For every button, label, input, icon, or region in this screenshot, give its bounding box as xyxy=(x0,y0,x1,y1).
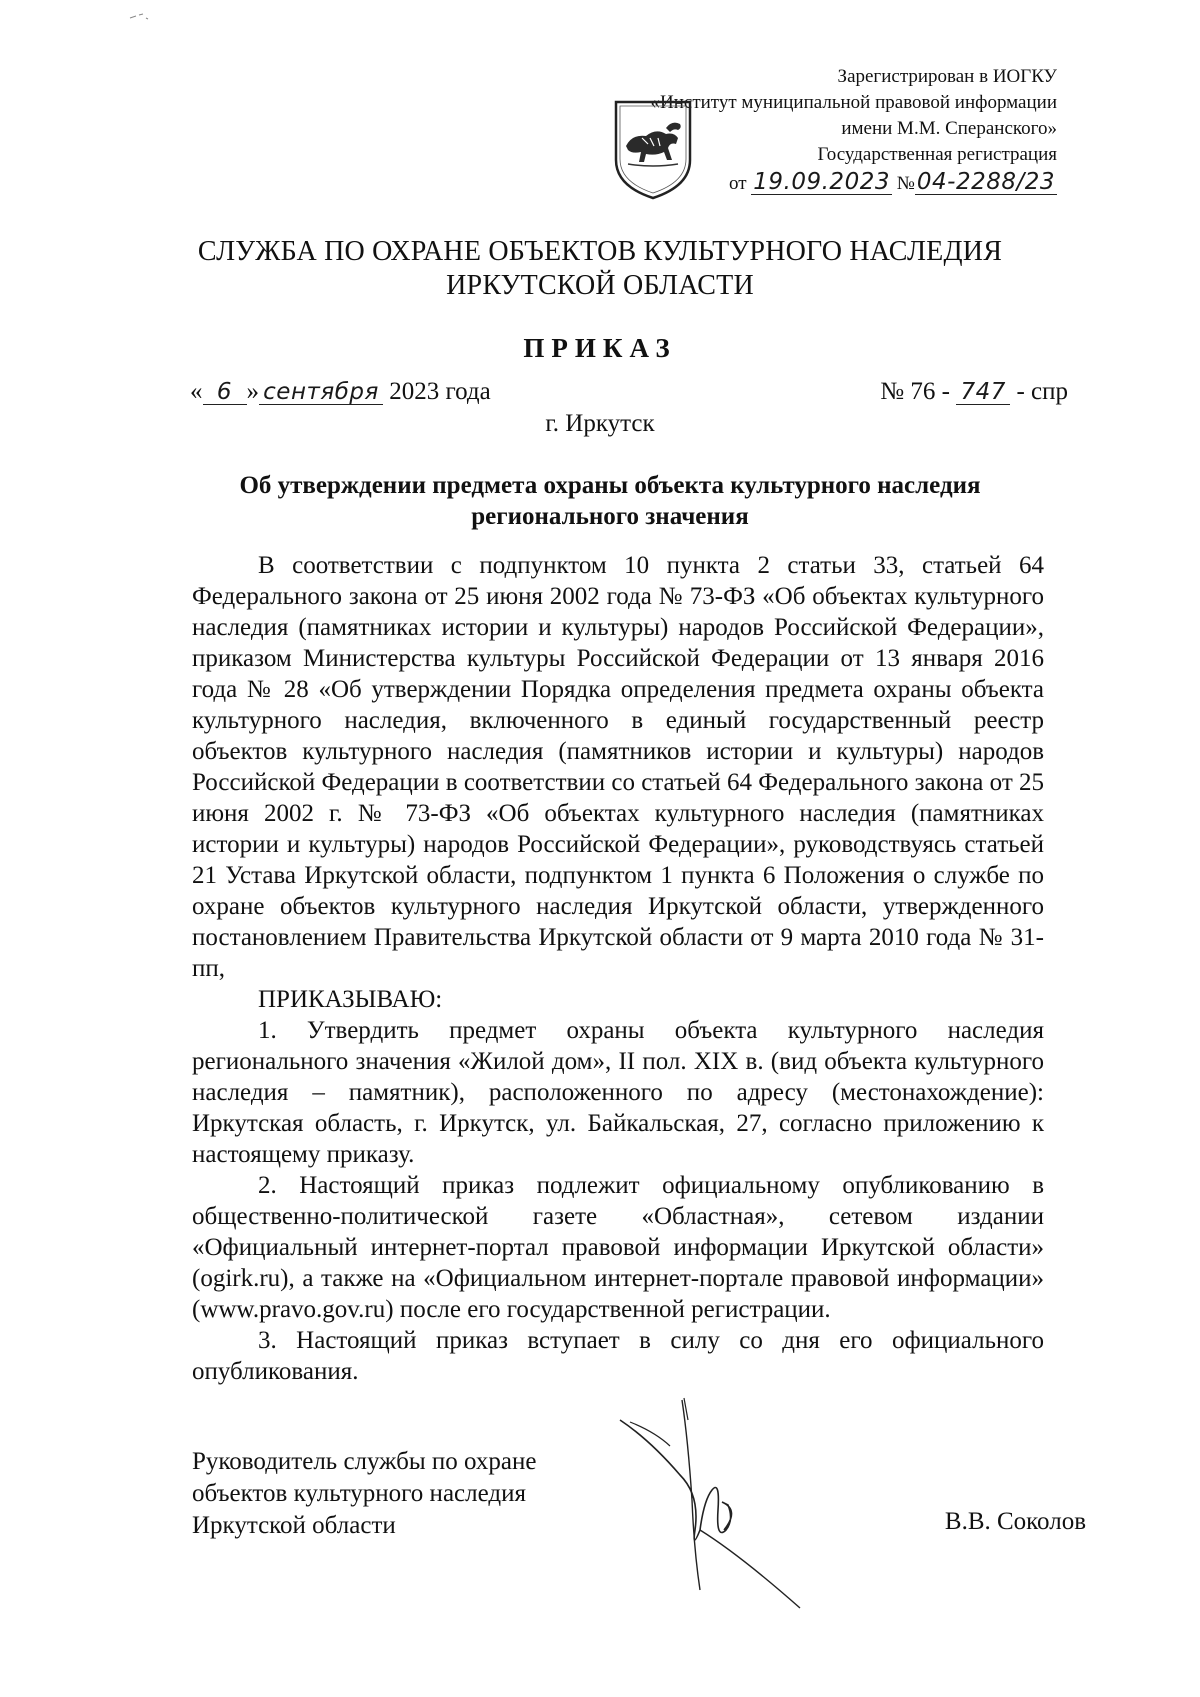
item-2-paragraph: 2. Настоящий приказ подлежит официальному опубликованию в общественно-политической газете «Областная», сетевом издании «Официальный интернет-портал правовой информации Иркутской области» (ogirk.ru), а также на «Официальном интернет-портале правовой информации» (www.pravo.gov.ru) после его государственной регистрации. xyxy=(192,1172,1044,1323)
order-month: сентября xyxy=(259,380,383,405)
item-1-paragraph: 1. Утвердить предмет охраны объекта культурного наследия регионального значения «Жилой дом», II пол. XIX в. (вид объекта культурного наследия – памятник), расположенного по адресу (местонахождение): Иркутская область, г. Иркутск, ул. Байкальская, 27, согласно приложению к настоящему приказу. xyxy=(192,1017,1044,1168)
registration-line-3: имени М.М. Сперанского» xyxy=(841,118,1057,139)
registration-number-label: № xyxy=(896,173,915,194)
agency-name-line-1: СЛУЖБА ПО ОХРАНЕ ОБЪЕКТОВ КУЛЬТУРНОГО НАСЛЕДИЯ xyxy=(197,236,1003,267)
signatory-name: В.В. Соколов xyxy=(944,1508,1086,1535)
signatory-title-line-3: Иркутской области xyxy=(192,1512,396,1539)
order-subject xyxy=(180,470,1040,532)
date-open-quote: « xyxy=(190,378,203,405)
date-close-quote: » xyxy=(246,378,259,405)
agency-name-line-2: ИРКУТСКОЙ ОБЛАСТИ xyxy=(446,270,754,301)
registration-number: 04-2288/23 xyxy=(916,169,1055,195)
signatory-title-line-2: объектов культурного наследия xyxy=(192,1480,526,1507)
scan-mark xyxy=(128,10,152,24)
order-number-suffix: - спр xyxy=(1016,378,1068,405)
agency-name xyxy=(140,235,1060,303)
registration-line-4: Государственная регистрация xyxy=(817,144,1057,165)
order-day: 6 xyxy=(203,380,247,405)
order-title: ПРИКАЗ xyxy=(523,333,677,363)
item-3-paragraph: 3. Настоящий приказ вступает в силу со дня его официального опубликования. xyxy=(192,1327,1044,1385)
order-city: г. Иркутск xyxy=(545,410,655,437)
irkutsk-coat-of-arms-icon xyxy=(612,98,694,202)
preamble-paragraph: В соответствии с подпунктом 10 пункта 2 статьи 33, статьей 64 Федерального закона от 25 июня 2002 года № 73-ФЗ «Об объектах культурного наследия (памятниках истории и культуры) народов Российской Федерации», приказом Министерства культуры Российской Федерации от 13 января 2016 года № 28 «Об утверждении Порядка определения предмета охраны объекта культурного наследия, включенного в единый государственный реестр объектов культурного наследия (памятников истории и культуры) народов Российской Федерации в соответствии со статьей 64 Федерального закона от 25 июня 2002 г. № 73-ФЗ «Об объектах культурного наследия (памятниках истории и культуры) народов Российской Федерации», руководствуясь статьей 21 Устава Иркутской области, подпунктом 1 пункта 6 Положения о службе по охране объектов культурного наследия Иркутской области, утвержденного постановлением Правительства Иркутской области от 9 марта 2010 года № 31-пп, xyxy=(192,552,1044,982)
handwritten-signature xyxy=(600,1380,820,1610)
subject-line-1: Об утверждении предмета охраны объекта культурного наследия xyxy=(239,472,981,499)
order-number-handwritten: 747 xyxy=(956,380,1010,405)
signatory-title xyxy=(192,1446,536,1542)
order-body xyxy=(192,550,1044,1387)
order-word: ПРИКАЗЫВАЮ: xyxy=(258,986,443,1013)
signatory-title-line-1: Руководитель службы по охране xyxy=(192,1448,537,1475)
registration-from-label: от xyxy=(728,173,747,194)
registration-date: 19.09.2023 xyxy=(753,169,890,195)
order-year: 2023 года xyxy=(389,378,491,405)
registration-line-1: Зарегистрирован в ИОГКУ xyxy=(837,66,1057,87)
registration-line-2: «Институт муниципальной правовой информации xyxy=(650,92,1057,113)
order-number xyxy=(880,378,1068,406)
subject-line-2: регионального значения xyxy=(471,503,749,530)
order-date xyxy=(190,378,491,406)
order-number-prefix: № 76 - xyxy=(880,378,950,405)
